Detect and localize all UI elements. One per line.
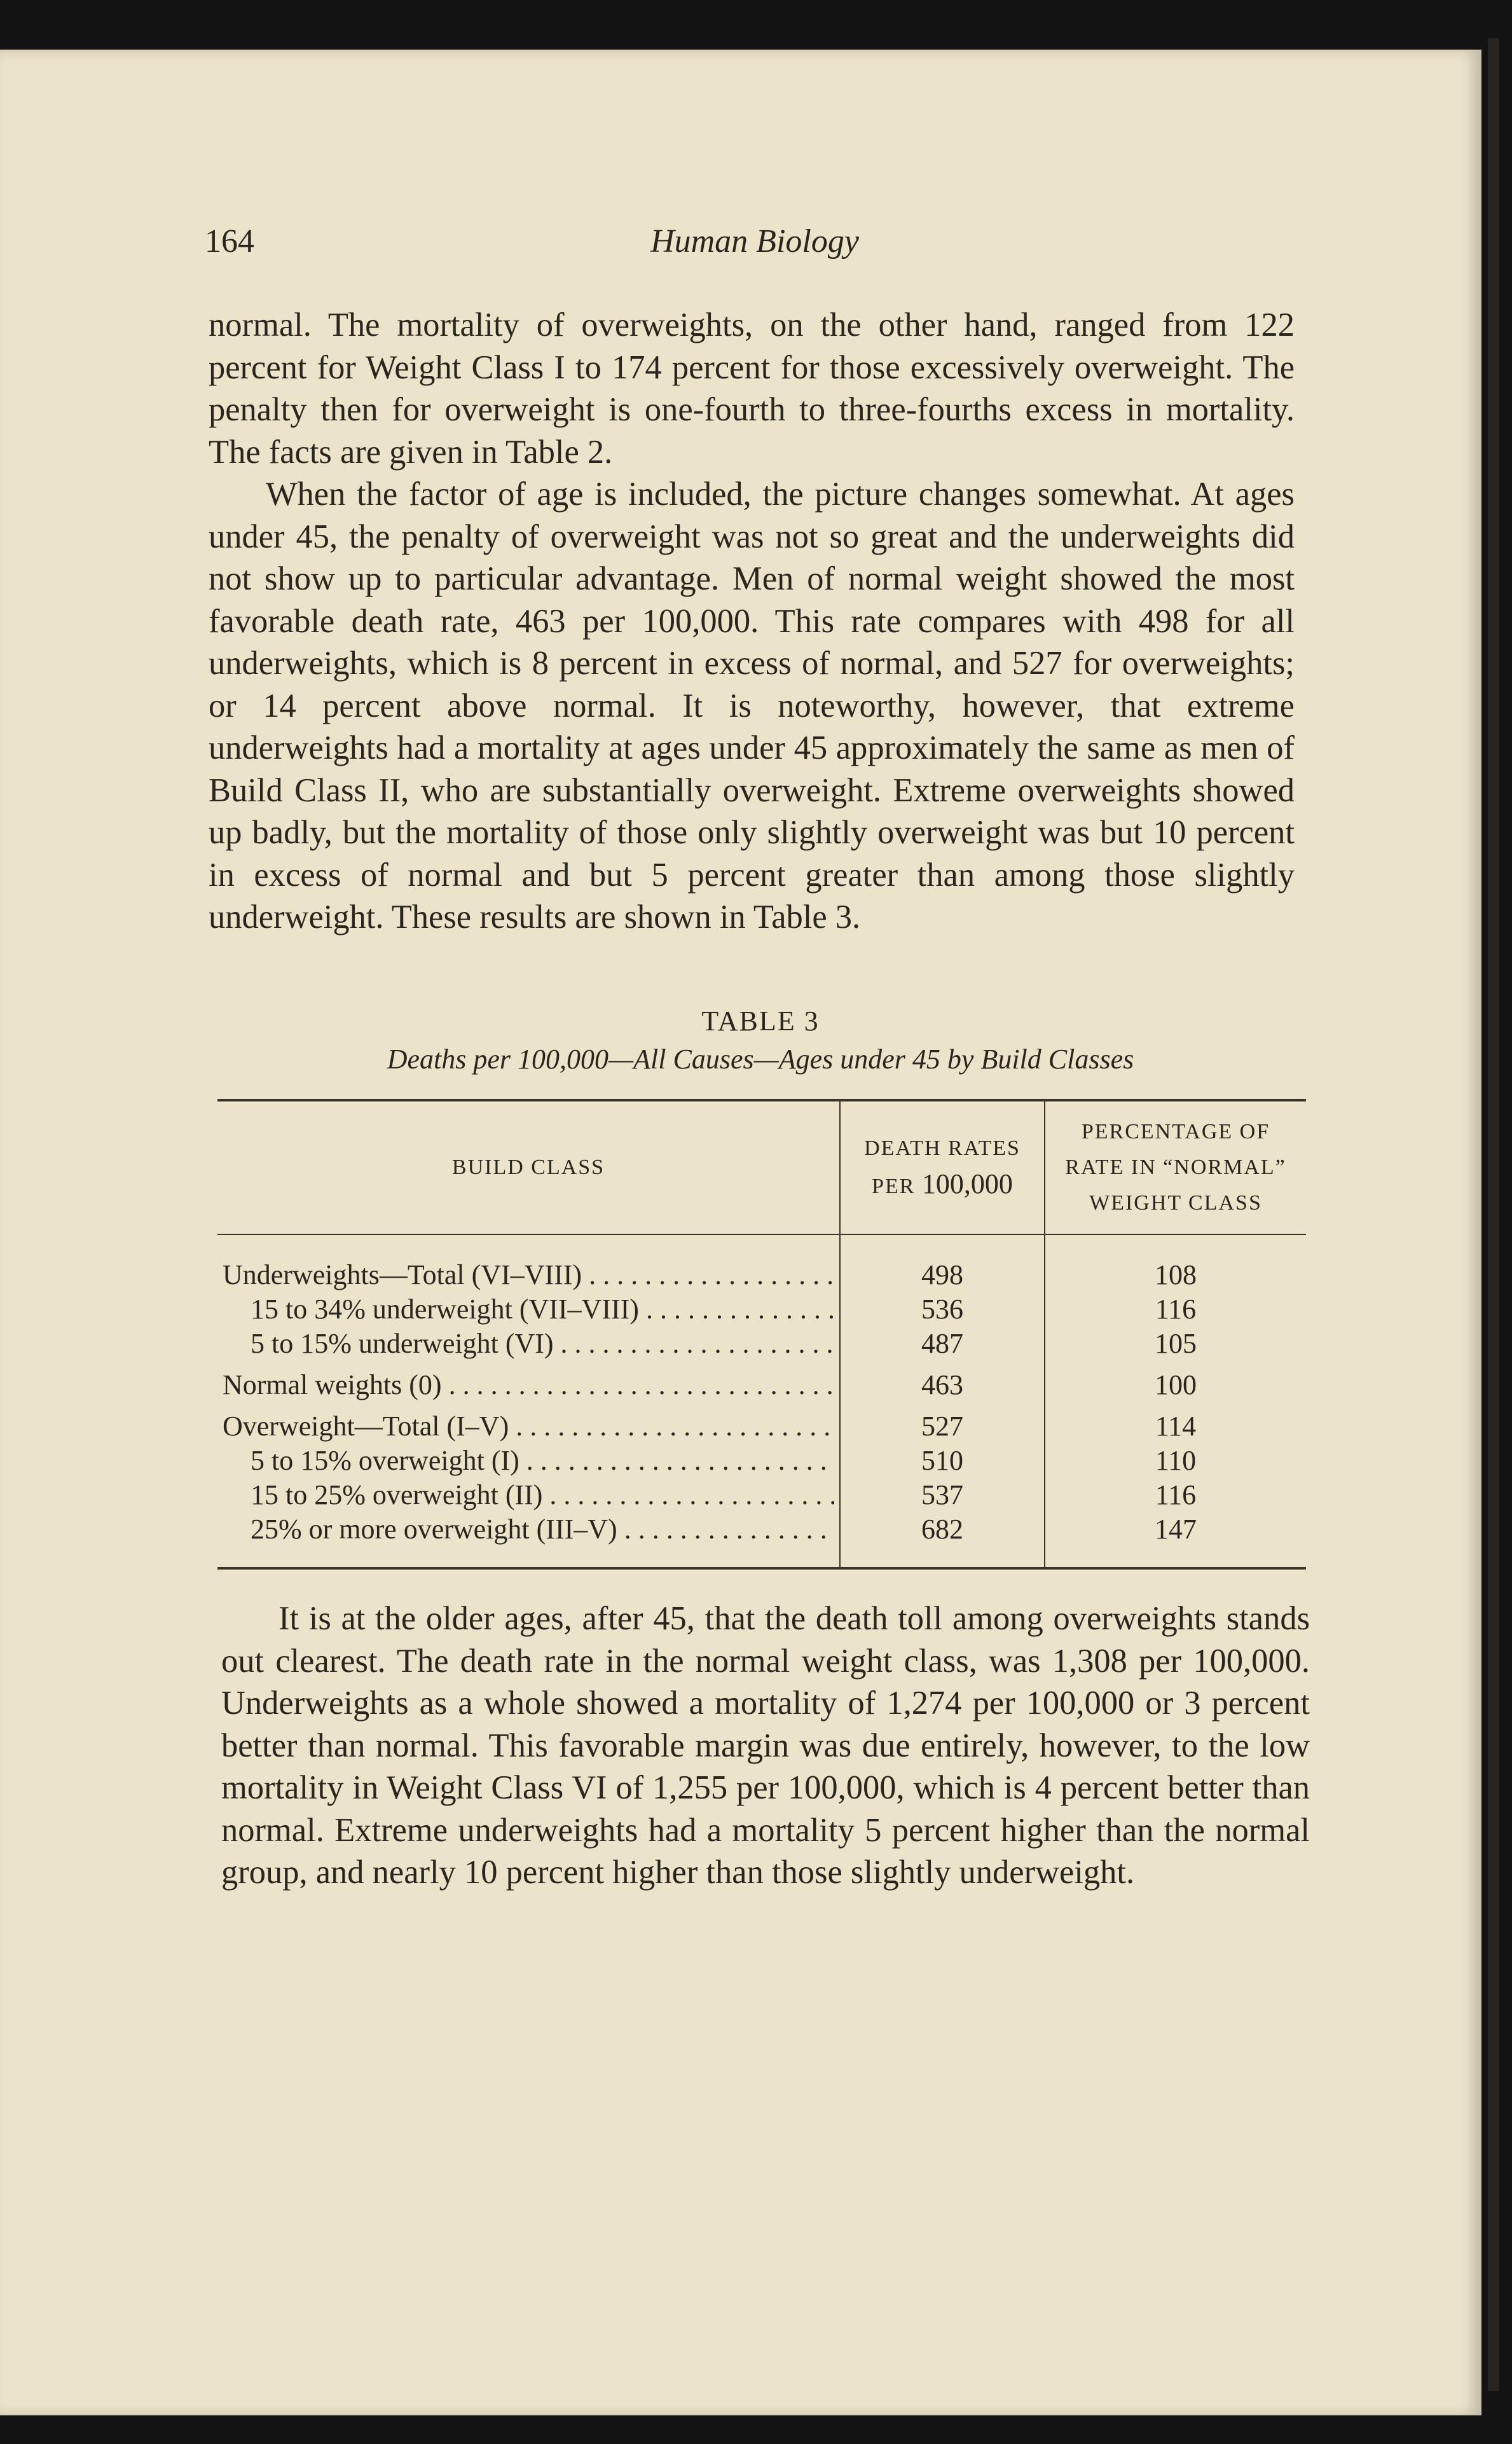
row-death-rate: 537 bbox=[921, 1479, 963, 1510]
row-label: Normal weights (0) . . . bbox=[223, 1367, 834, 1403]
row-percentage: 116 bbox=[1155, 1294, 1197, 1325]
header-percentage-line2: RATE IN “NORMAL” bbox=[1065, 1156, 1286, 1179]
row-percentage: 110 bbox=[1155, 1445, 1197, 1476]
paragraph-1: normal. The mortality of overweights, on the other hand, ranged from 122 percent for Weight Class I to 174 percent for those excessively overweight. The penalty then for overweight is one-fourth to three-fourths excess in mortality. The facts are given in Table 2. bbox=[209, 307, 1295, 471]
table-row bbox=[217, 1443, 1306, 1479]
paragraph-2: When the factor of age is included, the picture changes somewhat. At ages under 45, the penalty of overweight was not so great and the underweights did not show up to particular advantage. Men of normal weight showed the most favorable death rate, 463 per 100,000. This rate compares with 498 for all underweights, which is 8 percent in excess of normal, and 527 for overweights; or 14 percent above normal. It is noteworthy, however, that extreme underweights had a mortality at ages under 45 approximately the same as men of Build Class II, who are substantially overweight. Extreme overweights showed up badly, but the mortality of those only slightly overweight was but 10 percent in excess of normal and but 5 percent greater than among those slightly underweight. These results are shown in Table 3. bbox=[209, 476, 1295, 935]
paragraph-3: It is at the older ages, after 45, that the death toll among overweights stands out clearest. The death rate in the normal weight class, was 1,308 per 100,000. Underweights as a whole showed a mortality of 1,274 per 100,000 or 3 percent better than normal. This favorable margin was due entirely, however, to the low mortality in Weight Class VI of 1,255 per 100,000, which is 4 percent better than normal. Extreme underweights had a mortality 5 percent higher than the normal group, and nearly 10 percent higher than those slightly underweight. bbox=[221, 1600, 1310, 1891]
header-percentage bbox=[1045, 1101, 1306, 1234]
header-percentage-line1: PERCENTAGE OF bbox=[1081, 1120, 1270, 1143]
mortality-table bbox=[217, 1099, 1306, 1572]
row-death-rate: 498 bbox=[921, 1259, 963, 1290]
page-edge bbox=[1488, 38, 1499, 2391]
row-death-rate: 536 bbox=[921, 1294, 963, 1325]
row-percentage: 100 bbox=[1155, 1369, 1197, 1400]
header-death-rates bbox=[841, 1101, 1044, 1234]
header-death-rates-prefix: PER bbox=[872, 1175, 916, 1198]
row-percentage: 108 bbox=[1155, 1259, 1197, 1290]
table-row bbox=[217, 1326, 1306, 1362]
table-row bbox=[217, 1477, 1306, 1513]
row-death-rate: 510 bbox=[921, 1445, 963, 1476]
table-row bbox=[217, 1257, 1306, 1293]
row-death-rate: 682 bbox=[921, 1514, 963, 1545]
table-row bbox=[217, 1367, 1306, 1403]
row-label: 15 to 34% underweight (VII–VIII) . . . bbox=[251, 1292, 834, 1327]
journal-title: Human Biology bbox=[650, 223, 859, 259]
row-label: Underweights—Total (VI–VIII) . . . bbox=[223, 1257, 834, 1293]
table-row bbox=[217, 1292, 1306, 1327]
row-percentage: 147 bbox=[1155, 1514, 1197, 1545]
header-death-rates-line1: DEATH RATES bbox=[864, 1136, 1021, 1160]
header-death-rates-number: 100,000 bbox=[921, 1168, 1013, 1199]
row-death-rate: 487 bbox=[921, 1328, 963, 1359]
row-label: 5 to 15% overweight (I) . . . bbox=[251, 1443, 834, 1479]
table-row bbox=[217, 1512, 1306, 1547]
row-death-rate: 463 bbox=[921, 1369, 963, 1400]
table-title: TABLE 3 bbox=[701, 1005, 820, 1037]
table-header-rule bbox=[217, 1234, 1306, 1235]
table-row bbox=[217, 1409, 1306, 1444]
header-percentage-line3: WEIGHT CLASS bbox=[1089, 1191, 1262, 1215]
row-label: 15 to 25% overweight (II) . . . bbox=[251, 1477, 834, 1513]
table-caption: Deaths per 100,000—All Causes—Ages under 45 by Build Classes bbox=[387, 1044, 1134, 1075]
row-label: 5 to 15% underweight (VI) . . . bbox=[251, 1326, 834, 1362]
page-number: 164 bbox=[205, 223, 254, 259]
row-percentage: 116 bbox=[1155, 1479, 1197, 1510]
row-death-rate: 527 bbox=[921, 1411, 963, 1442]
row-label: Overweight—Total (I–V) . . . bbox=[223, 1409, 834, 1444]
table-bottom-rule bbox=[217, 1567, 1306, 1570]
row-percentage: 105 bbox=[1155, 1328, 1197, 1359]
row-percentage: 114 bbox=[1155, 1411, 1197, 1442]
header-build-class: BUILD CLASS bbox=[451, 1156, 605, 1179]
row-label: 25% or more overweight (III–V) . . . bbox=[251, 1512, 834, 1547]
